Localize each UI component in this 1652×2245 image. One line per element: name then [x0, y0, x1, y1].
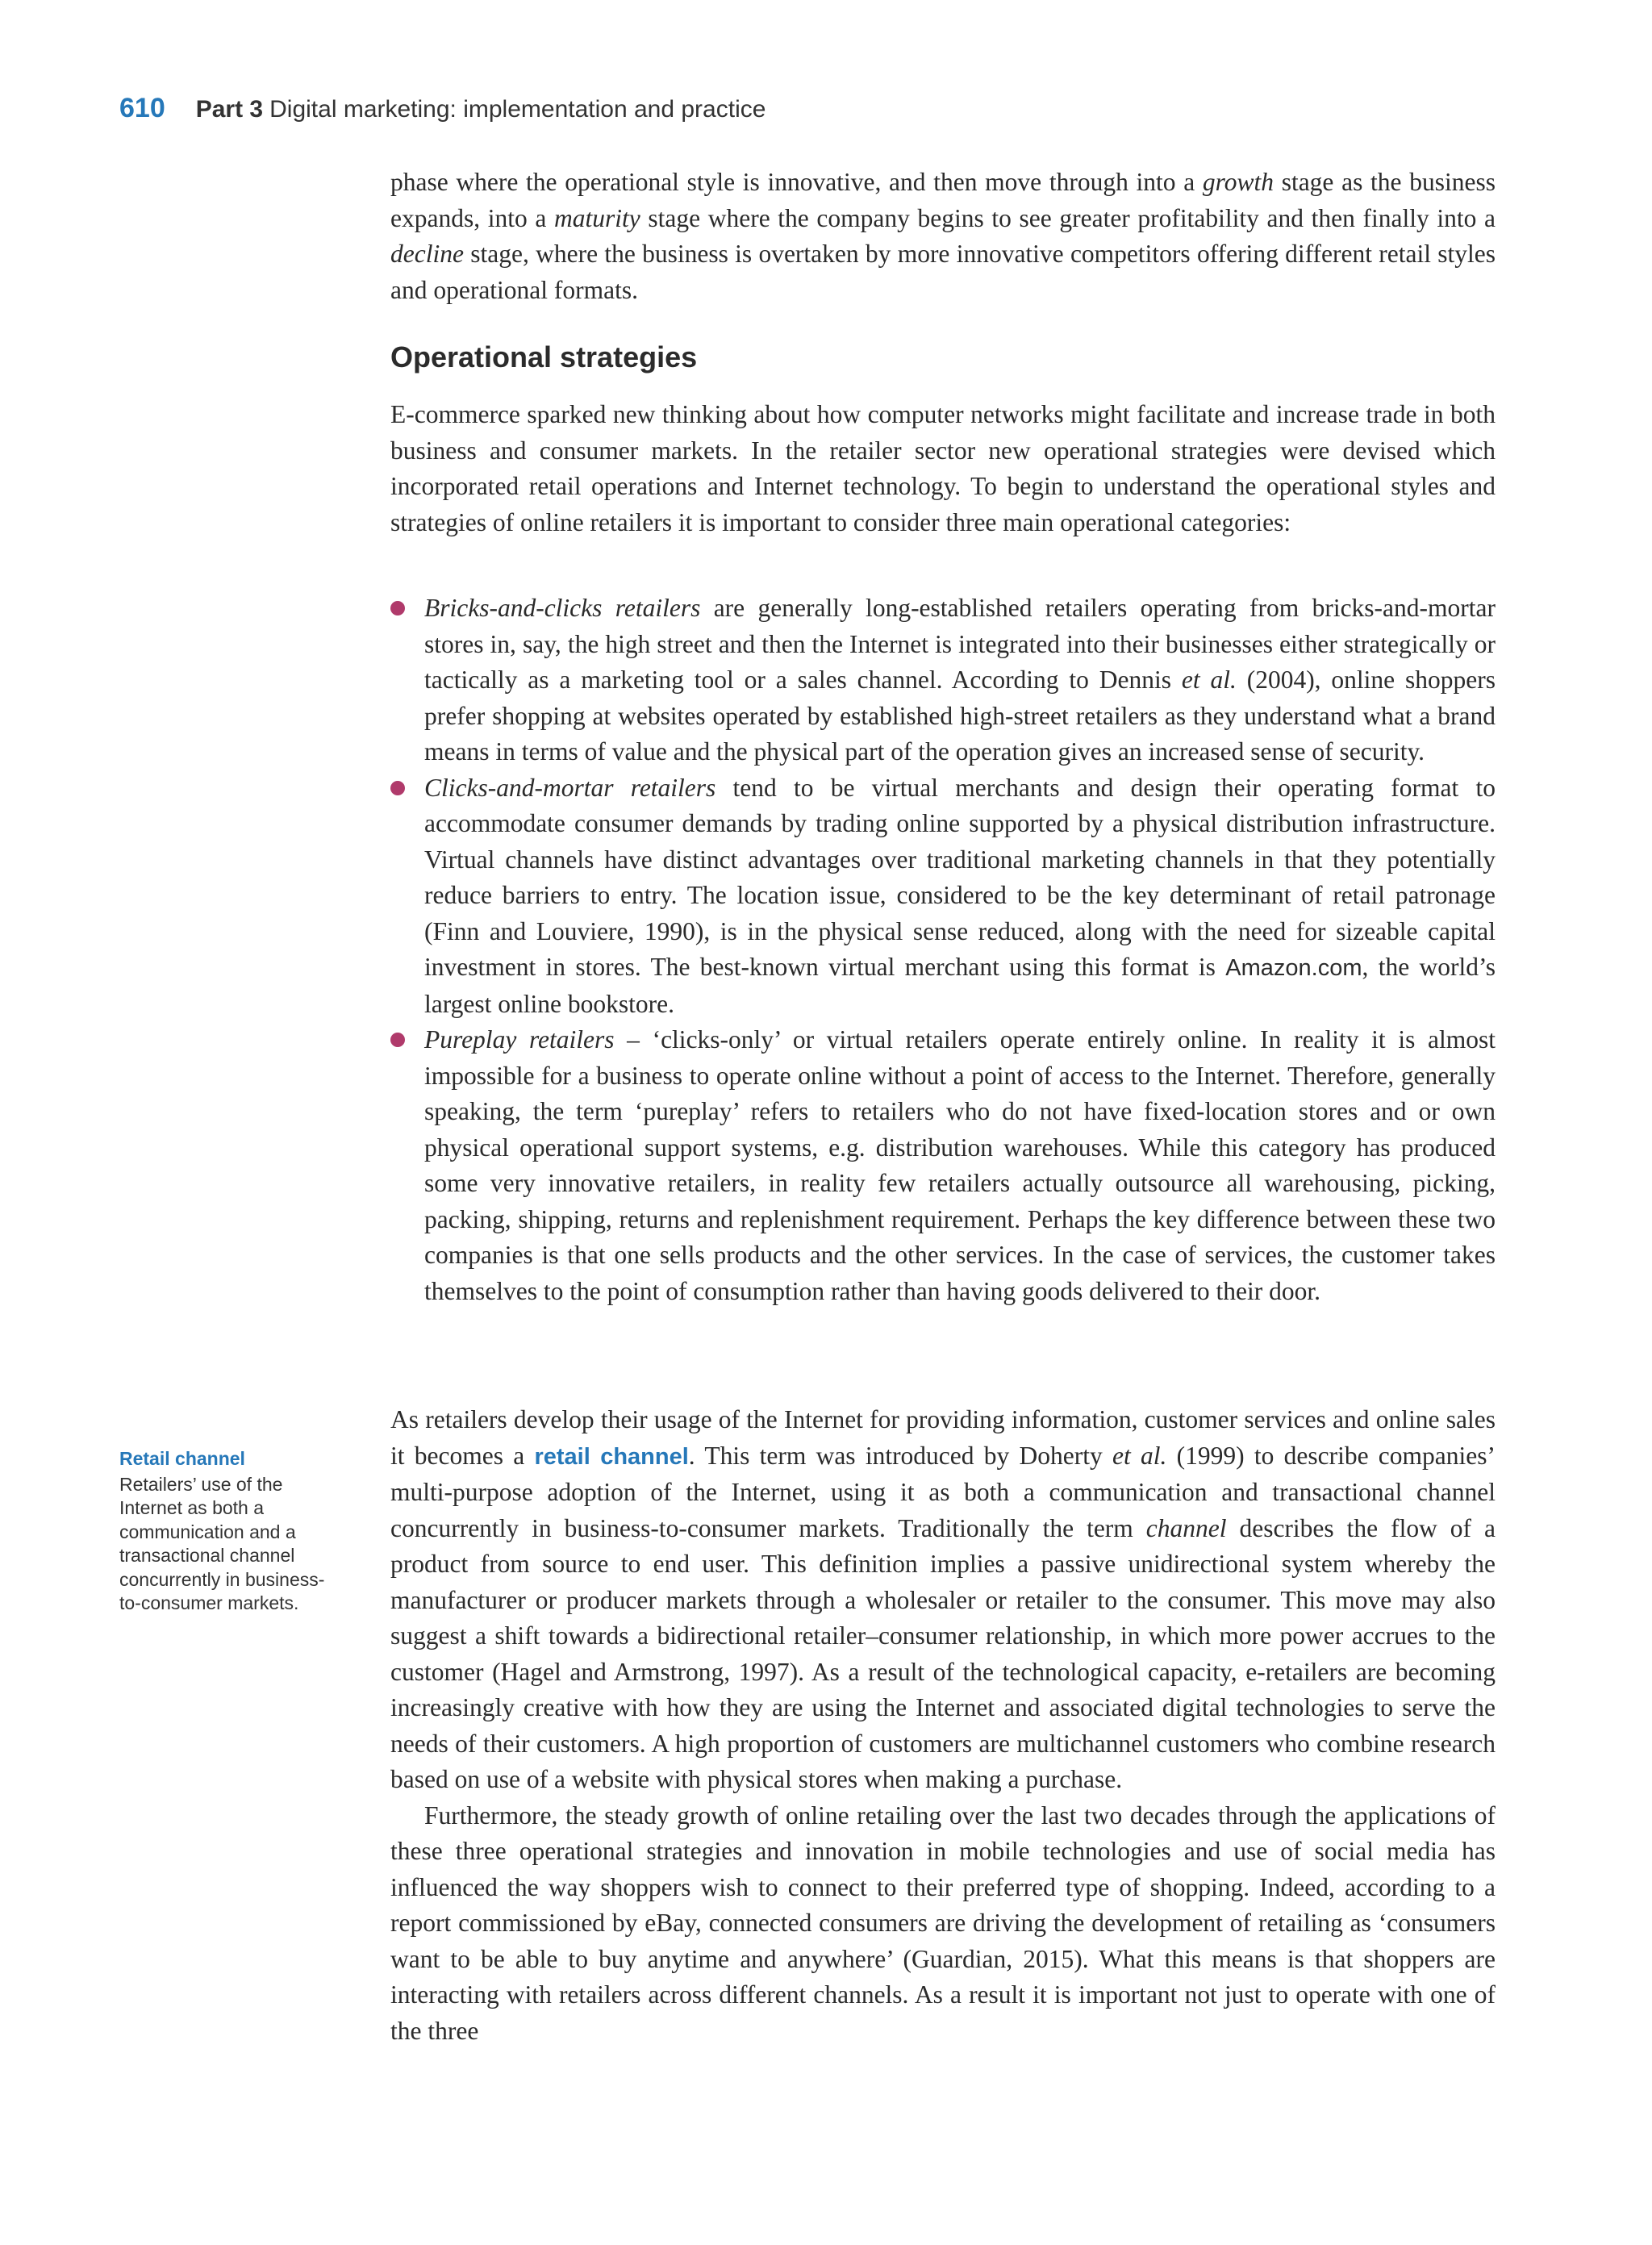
- list-item: [390, 770, 1496, 1023]
- definition-body: Retailers’ use of the Internet as both a communication and a transactional channel concurrently in business-to-consumer markets.: [119, 1473, 325, 1613]
- operational-strategies-paragraph: [390, 397, 1496, 540]
- part-label: Part 3: [195, 96, 264, 123]
- citation-et-al: et al.: [1181, 666, 1237, 694]
- intro-paragraph: [390, 165, 1496, 308]
- bullet-icon: [390, 1033, 405, 1047]
- term-maturity: maturity: [553, 203, 640, 232]
- page-number: 610: [119, 93, 165, 123]
- paragraph-text: describes the flow of a product from source to end user. This definition implies a passive unidirectional system whereby the manufacturer or producer markets through a wholesaler or retailer to the consumer. This move may also suggest a shift towards a bidirectional retailer–consumer relationship, in which more power accrues to the customer (Hagel and Armstrong, 1997). As a result of the technological capacity, e-retailers are becoming increasingly creative with how they are using the Internet and associated digital technologies to serve the needs of their customers. A high proportion of customers are multichannel customers who combine research based on use of a website with physical stores when making a purchase.: [390, 1513, 1496, 1793]
- key-term-retail-channel: retail channel: [534, 1443, 689, 1470]
- operational-categories-list: [390, 590, 1496, 1309]
- paragraph-text: As retailers develop their usage of the Internet for providing information, customer services and online sales it becomes a: [390, 1405, 1496, 1470]
- category-term: Pureplay retailers: [424, 1025, 615, 1054]
- term-growth: growth: [1202, 168, 1274, 196]
- list-item: [390, 590, 1496, 770]
- definition-title: Retail channel: [119, 1448, 245, 1469]
- list-item-text: (2004), online shoppers prefer shopping at websites operated by established high-street retailers as they understand what a brand means in terms of value and the physical part of the operation gives an increased sense of security.: [424, 666, 1496, 766]
- section-heading: Operational strategies: [390, 340, 698, 373]
- citation-et-al: et al.: [1112, 1441, 1167, 1470]
- running-header: [119, 90, 766, 127]
- intro-text-4: stage, where the business is overtaken by more innovative competitors offering different retail styles and operational formats.: [390, 240, 1496, 304]
- retail-channel-section: [390, 1402, 1496, 2049]
- intro-text-2: stage as the business expands, into a: [390, 168, 1496, 232]
- list-item-text: tend to be virtual merchants and design their operating format to accommodate consumer demands by trading online supported by a physical distribution infrastructure. Virtual channels have distinct advantages over traditional marketing channels in that they potentially reduce barriers to entry. The location issue, considered to be the key determinant of retail patronage (Finn and Louviere, 1990), is in the physical sense reduced, along with the need for sizeable capital investment in stores. The best-known virtual merchant using this format is: [424, 773, 1496, 981]
- margin-definition: [119, 1447, 337, 1616]
- list-item-text: are generally long-established retailers operating from bricks-and-mortar stores in, say, the high street and then the Internet is integrated into their businesses either strategically or tactically as a marketing tool or a sales channel. According to Dennis: [424, 594, 1496, 694]
- category-term: Bricks-and-clicks retailers: [424, 594, 701, 622]
- list-item: [390, 1022, 1496, 1309]
- intro-text-1: phase where the operational style is innovative, and then move through into a: [390, 168, 1203, 196]
- part-title: Digital marketing: implementation and practice: [269, 96, 766, 123]
- list-item-text: – ‘clicks-only’ or virtual retailers operate entirely online. In reality it is almost impossible for a business to operate online without a point of access to the Internet. Therefore, generally speaking, the term ‘pureplay’ refers to retailers who do not have fixed-location stores and or own physical operational support systems, e.g. distribution warehouses. While this category has produced some very innovative retailers, in reality few retailers actually outsource all warehousing, picking, packing, shipping, returns and replenishment requirement. Perhaps the key difference between these two companies is that one sells products and the other services. In the case of services, the customer takes themselves to the point of consumption rather than having goods delivered to their door.: [424, 1025, 1496, 1305]
- website-name: Amazon.com: [1225, 955, 1362, 981]
- paragraph-text: (1999) to describe companies’ multi-purpose adoption of the Internet, using it as both a communication and transactional channel concurrently in business-to-consumer markets. Traditionally the term: [390, 1441, 1496, 1542]
- bullet-icon: [390, 601, 405, 615]
- term-channel: channel: [1145, 1513, 1227, 1542]
- paragraph-text: . This term was introduced by Doherty: [688, 1441, 1112, 1470]
- intro-text-3: stage where the company begins to see greater profitability and then finally into a: [640, 203, 1496, 232]
- paragraph-text: E-commerce sparked new thinking about how computer networks might facilitate and increase trade in both business and consumer markets. In the retailer sector new operational strategies were devised which incorporated retail operations and Internet technology. To begin to understand the operational styles and strategies of online retailers it is important to consider three main operational categories:: [390, 400, 1496, 536]
- bullet-icon: [390, 781, 405, 795]
- growth-paragraph: Furthermore, the steady growth of online retailing over the last two decades through the applications of these three operational strategies and innovation in mobile technologies and use of social media has influenced the way shoppers wish to connect to their preferred type of shopping. Indeed, according to a report commissioned by eBay, connected consumers are driving the development of retailing as ‘consumers want to be able to buy anytime and anywhere’ (Guardian, 2015). What this means is that shoppers are interacting with retailers across different channels. As a result it is important not just to operate with one of the three: [390, 1801, 1496, 2045]
- retail-channel-paragraph: [390, 1402, 1496, 1798]
- term-decline: decline: [390, 240, 464, 268]
- list-item-text: , the world’s largest online bookstore.: [424, 953, 1496, 1018]
- category-term: Clicks-and-mortar retailers: [424, 773, 716, 802]
